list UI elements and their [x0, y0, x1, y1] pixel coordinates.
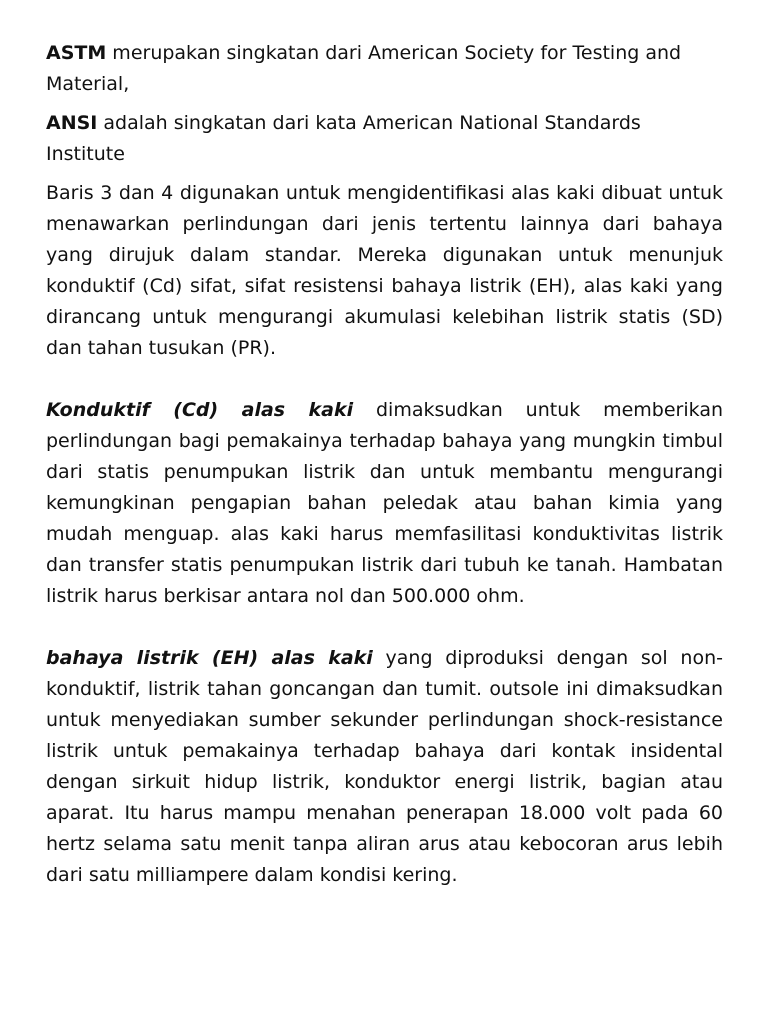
paragraph-ansi-text: adalah singkatan dari kata American National Standards Institute — [46, 112, 641, 165]
paragraph-bahaya — [46, 643, 723, 891]
term-bahaya: bahaya listrik (EH) alas kaki — [46, 647, 373, 669]
paragraph-ansi — [46, 108, 723, 170]
paragraph-konduktif-text: dimaksudkan untuk memberikan perlindungan bagi pemakainya terhadap bahaya yang mungkin timbul dari statis penumpukan listrik dan untuk membantu mengurangi kemungkinan pengapian bahan peledak atau bahan kimia yang mudah menguap. alas kaki harus memfasilitasi konduktivitas listrik dan transfer statis penumpukan listrik dari tubuh ke tanah. Hambatan listrik harus berkisar antara nol dan 500.000 ohm. — [46, 399, 724, 607]
term-konduktif: Konduktif (Cd) alas kaki — [46, 399, 354, 421]
paragraph-konduktif — [46, 395, 723, 612]
paragraph-bahaya-text: yang diproduksi dengan sol non-konduktif, listrik tahan goncangan dan tumit. outsole ini dimaksudkan untuk menyediakan sumber sekunder perlindungan shock-resistance listrik untuk pemakainya terhadap bahaya dari kontak insidental dengan sirkuit hidup listrik, konduktor energi listrik, bagian atau aparat. Itu harus mampu menahan penerapan 18.000 volt pada 60 hertz selama satu menit tanpa aliran arus atau kebocoran arus lebih dari satu milliampere dalam kondisi kering. — [46, 647, 723, 886]
paragraph-baris-text: Baris 3 dan 4 digunakan untuk mengidentifikasi alas kaki dibuat untuk menawarkan perlindungan dari jenis tertentu lainnya dari bahaya yang dirujuk dalam standar. Mereka digunakan untuk menunjuk konduktif (Cd) sifat, sifat resistensi bahaya listrik (EH), alas kaki yang dirancang untuk mengurangi akumulasi kelebihan listrik statis (SD) dan tahan tusukan (PR). — [46, 182, 723, 359]
paragraph-astm — [46, 38, 723, 100]
paragraph-astm-text: merupakan singkatan dari American Society for Testing and Material, — [46, 42, 682, 95]
term-astm: ASTM — [46, 42, 107, 64]
paragraph-baris — [46, 178, 723, 364]
document-page — [46, 38, 723, 891]
term-ansi: ANSI — [46, 112, 98, 134]
